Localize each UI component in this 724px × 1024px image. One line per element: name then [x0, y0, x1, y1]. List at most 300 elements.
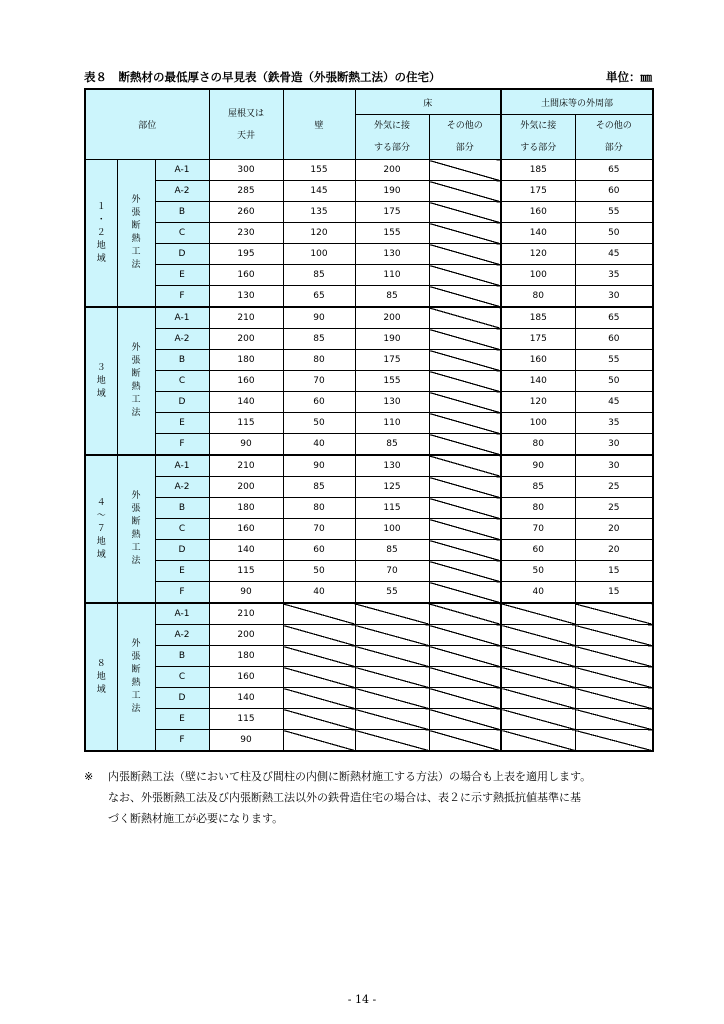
value-cell-floor-out: 175: [355, 350, 429, 371]
method-char: 法: [131, 556, 141, 566]
value-cell-floor-out: 85: [355, 286, 429, 308]
not-applicable-cell: [283, 625, 355, 646]
not-applicable-cell: [501, 667, 575, 688]
method-char: 工: [131, 247, 141, 257]
not-applicable-cell: [429, 371, 501, 392]
value-cell-roof: 195: [209, 244, 283, 265]
value-cell-wall: 70: [283, 519, 355, 540]
not-applicable-cell: [429, 265, 501, 286]
grade-cell: A-2: [155, 329, 209, 350]
header-wall: 壁: [283, 89, 355, 160]
grade-cell: B: [155, 350, 209, 371]
value-cell-earth-other: 50: [575, 223, 653, 244]
value-cell-roof: 160: [209, 371, 283, 392]
value-cell-floor-out: 130: [355, 455, 429, 477]
value-cell-earth-other: 45: [575, 244, 653, 265]
table-row: [85, 160, 653, 181]
footnote-line-1: [84, 766, 664, 787]
not-applicable-cell: [429, 561, 501, 582]
value-cell-earth-out: 185: [501, 160, 575, 181]
method-char: 外: [131, 343, 141, 353]
grade-cell: F: [155, 286, 209, 308]
grade-cell: B: [155, 202, 209, 223]
region-char: 地: [96, 375, 106, 386]
table-header: [85, 89, 653, 160]
grade-cell: B: [155, 498, 209, 519]
value-cell-earth-out: 70: [501, 519, 575, 540]
header-floor-other-line2: 部分: [455, 143, 474, 153]
not-applicable-cell: [355, 625, 429, 646]
region-char: ３: [96, 362, 106, 373]
value-cell-earth-out: 160: [501, 202, 575, 223]
grade-cell: F: [155, 434, 209, 456]
note-text-1: 内張断熱工法（壁において柱及び間柱の内側に断熱材施工する方法）の場合も上表を適用します。: [108, 770, 592, 783]
value-cell-roof: 90: [209, 582, 283, 604]
not-applicable-cell: [429, 688, 501, 709]
region-char: ～: [96, 510, 106, 521]
value-cell-roof: 260: [209, 202, 283, 223]
grade-cell: D: [155, 392, 209, 413]
table-row: [85, 561, 653, 582]
not-applicable-cell: [429, 709, 501, 730]
grade-cell: A-2: [155, 477, 209, 498]
value-cell-roof: 200: [209, 477, 283, 498]
not-applicable-cell: [575, 709, 653, 730]
grade-cell: A-1: [155, 603, 209, 625]
table-row: [85, 603, 653, 625]
header-earth-outside-line1: 外気に接: [520, 121, 557, 131]
value-cell-roof: 140: [209, 392, 283, 413]
value-cell-roof: 160: [209, 519, 283, 540]
value-cell-earth-other: 55: [575, 202, 653, 223]
value-cell-wall: 50: [283, 561, 355, 582]
table-row: [85, 730, 653, 752]
value-cell-earth-other: 20: [575, 519, 653, 540]
table-row: [85, 455, 653, 477]
value-cell-earth-out: 185: [501, 307, 575, 329]
not-applicable-cell: [429, 434, 501, 456]
grade-cell: E: [155, 709, 209, 730]
value-cell-wall: 85: [283, 265, 355, 286]
table-row: [85, 540, 653, 561]
not-applicable-cell: [501, 709, 575, 730]
value-cell-wall: 100: [283, 244, 355, 265]
table-row: [85, 646, 653, 667]
value-cell-earth-other: 30: [575, 286, 653, 308]
method-char: 断: [131, 369, 141, 379]
value-cell-earth-out: 175: [501, 329, 575, 350]
value-cell-wall: 40: [283, 582, 355, 604]
table-row: [85, 392, 653, 413]
value-cell-wall: 80: [283, 350, 355, 371]
header-floor-other: [429, 115, 501, 160]
method-char: 外: [131, 639, 141, 649]
value-cell-roof: 140: [209, 540, 283, 561]
method-label: [117, 455, 155, 603]
header-roof-line1: 屋根又は: [228, 108, 265, 119]
value-cell-wall: 120: [283, 223, 355, 244]
header-earth-other-line2: 部分: [604, 143, 623, 153]
value-cell-roof: 180: [209, 498, 283, 519]
header-earth-floor: 土間床等の外周部: [501, 89, 653, 115]
value-cell-roof: 200: [209, 625, 283, 646]
value-cell-wall: 80: [283, 498, 355, 519]
value-cell-roof: 115: [209, 561, 283, 582]
method-char: 張: [131, 208, 141, 218]
grade-cell: E: [155, 561, 209, 582]
not-applicable-cell: [429, 540, 501, 561]
grade-cell: C: [155, 371, 209, 392]
region-char: 地: [96, 536, 106, 547]
method-char: 張: [131, 504, 141, 514]
value-cell-earth-other: 65: [575, 307, 653, 329]
header-earth-other: [575, 115, 653, 160]
value-cell-wall: 85: [283, 477, 355, 498]
value-cell-earth-other: 25: [575, 477, 653, 498]
value-cell-floor-out: 130: [355, 244, 429, 265]
method-char: 熱: [131, 234, 141, 244]
grade-cell: C: [155, 667, 209, 688]
not-applicable-cell: [575, 667, 653, 688]
method-char: 外: [131, 491, 141, 501]
value-cell-roof: 180: [209, 646, 283, 667]
grade-cell: E: [155, 413, 209, 434]
method-char: 工: [131, 691, 141, 701]
table-caption: [84, 69, 652, 87]
value-cell-earth-out: 160: [501, 350, 575, 371]
not-applicable-cell: [429, 244, 501, 265]
not-applicable-cell: [429, 519, 501, 540]
value-cell-earth-out: 100: [501, 265, 575, 286]
footnote-line-2: なお、外張断熱工法及び内張断熱工法以外の鉄骨造住宅の場合は、表２に示す熱抵抗値基準に基: [108, 791, 581, 804]
value-cell-floor-out: 200: [355, 307, 429, 329]
region-char: 地: [96, 240, 106, 251]
value-cell-floor-out: 175: [355, 202, 429, 223]
value-cell-earth-out: 175: [501, 181, 575, 202]
not-applicable-cell: [429, 286, 501, 308]
grade-cell: A-1: [155, 307, 209, 329]
method-char: 熱: [131, 382, 141, 392]
value-cell-floor-out: 155: [355, 371, 429, 392]
method-char: 張: [131, 652, 141, 662]
not-applicable-cell: [429, 667, 501, 688]
grade-cell: A-2: [155, 625, 209, 646]
header-earth-outside: [501, 115, 575, 160]
method-char: 断: [131, 221, 141, 231]
method-char: 張: [131, 356, 141, 366]
not-applicable-cell: [429, 582, 501, 604]
not-applicable-cell: [429, 625, 501, 646]
header-earth-other-line1: その他の: [595, 121, 632, 131]
value-cell-wall: 60: [283, 392, 355, 413]
not-applicable-cell: [429, 730, 501, 752]
method-label: [117, 160, 155, 308]
table-row: [85, 709, 653, 730]
region-char: 地: [96, 671, 106, 682]
value-cell-roof: 210: [209, 455, 283, 477]
region-label: [85, 307, 117, 455]
not-applicable-cell: [501, 603, 575, 625]
method-char: 工: [131, 395, 141, 405]
header-bui: 部位: [85, 89, 209, 160]
value-cell-earth-out: 100: [501, 413, 575, 434]
value-cell-roof: 115: [209, 413, 283, 434]
table-body: [85, 160, 653, 752]
grade-cell: F: [155, 582, 209, 604]
not-applicable-cell: [429, 603, 501, 625]
value-cell-wall: 50: [283, 413, 355, 434]
value-cell-floor-out: 100: [355, 519, 429, 540]
region-char: ２: [96, 227, 106, 238]
value-cell-floor-out: 110: [355, 265, 429, 286]
value-cell-earth-other: 15: [575, 582, 653, 604]
value-cell-floor-out: 110: [355, 413, 429, 434]
not-applicable-cell: [575, 688, 653, 709]
value-cell-roof: 230: [209, 223, 283, 244]
region-label: [85, 603, 117, 751]
value-cell-roof: 300: [209, 160, 283, 181]
not-applicable-cell: [429, 181, 501, 202]
table-row: [85, 223, 653, 244]
region-char: ・: [96, 214, 106, 225]
page-number: - 14 -: [347, 993, 377, 1006]
not-applicable-cell: [283, 646, 355, 667]
value-cell-floor-out: 85: [355, 434, 429, 456]
value-cell-floor-out: 115: [355, 498, 429, 519]
value-cell-floor-out: 125: [355, 477, 429, 498]
value-cell-earth-other: 20: [575, 540, 653, 561]
region-char: １: [96, 201, 106, 212]
value-cell-earth-other: 35: [575, 265, 653, 286]
insulation-thickness-table: [84, 88, 654, 752]
table-row: [85, 244, 653, 265]
value-cell-wall: 60: [283, 540, 355, 561]
table-row: [85, 667, 653, 688]
value-cell-roof: 285: [209, 181, 283, 202]
method-char: 法: [131, 408, 141, 418]
value-cell-wall: 90: [283, 455, 355, 477]
grade-cell: D: [155, 244, 209, 265]
value-cell-floor-out: 85: [355, 540, 429, 561]
not-applicable-cell: [429, 350, 501, 371]
table-row: [85, 265, 653, 286]
region-char: 域: [96, 253, 106, 264]
value-cell-earth-out: 80: [501, 286, 575, 308]
table-row: [85, 413, 653, 434]
value-cell-earth-out: 80: [501, 498, 575, 519]
table-row: [85, 286, 653, 308]
header-floor-outside: [355, 115, 429, 160]
not-applicable-cell: [429, 307, 501, 329]
value-cell-earth-other: 30: [575, 434, 653, 456]
grade-cell: A-1: [155, 160, 209, 181]
value-cell-earth-out: 140: [501, 371, 575, 392]
not-applicable-cell: [429, 329, 501, 350]
grade-cell: E: [155, 265, 209, 286]
grade-cell: A-2: [155, 181, 209, 202]
method-char: 法: [131, 704, 141, 714]
grade-cell: D: [155, 688, 209, 709]
value-cell-roof: 210: [209, 603, 283, 625]
grade-cell: C: [155, 223, 209, 244]
not-applicable-cell: [429, 646, 501, 667]
not-applicable-cell: [429, 202, 501, 223]
value-cell-earth-other: 45: [575, 392, 653, 413]
value-cell-wall: 85: [283, 329, 355, 350]
region-char: 域: [96, 388, 106, 399]
value-cell-floor-out: 70: [355, 561, 429, 582]
value-cell-floor-out: 200: [355, 160, 429, 181]
table-title: 表８ 断熱材の最低厚さの早見表（鉄骨造（外張断熱工法）の住宅）: [84, 70, 441, 84]
value-cell-earth-other: 60: [575, 181, 653, 202]
table-row: [85, 307, 653, 329]
not-applicable-cell: [575, 730, 653, 752]
value-cell-floor-out: 190: [355, 181, 429, 202]
value-cell-earth-out: 60: [501, 540, 575, 561]
not-applicable-cell: [429, 160, 501, 181]
value-cell-floor-out: 130: [355, 392, 429, 413]
not-applicable-cell: [501, 688, 575, 709]
method-char: 熱: [131, 678, 141, 688]
not-applicable-cell: [575, 646, 653, 667]
value-cell-roof: 130: [209, 286, 283, 308]
not-applicable-cell: [429, 455, 501, 477]
table-row: [85, 498, 653, 519]
header-floor: 床: [355, 89, 501, 115]
not-applicable-cell: [283, 730, 355, 752]
value-cell-earth-other: 30: [575, 455, 653, 477]
value-cell-earth-other: 15: [575, 561, 653, 582]
method-char: 断: [131, 665, 141, 675]
value-cell-earth-out: 50: [501, 561, 575, 582]
table-row: [85, 181, 653, 202]
not-applicable-cell: [429, 498, 501, 519]
not-applicable-cell: [283, 709, 355, 730]
not-applicable-cell: [355, 730, 429, 752]
value-cell-earth-out: 140: [501, 223, 575, 244]
grade-cell: F: [155, 730, 209, 752]
table-row: [85, 519, 653, 540]
value-cell-floor-out: 155: [355, 223, 429, 244]
region-char: 域: [96, 684, 106, 695]
not-applicable-cell: [355, 688, 429, 709]
header-earth-outside-line2: する部分: [520, 143, 557, 153]
table-row: [85, 477, 653, 498]
not-applicable-cell: [429, 477, 501, 498]
table-row: [85, 625, 653, 646]
value-cell-wall: 155: [283, 160, 355, 181]
value-cell-roof: 140: [209, 688, 283, 709]
not-applicable-cell: [501, 625, 575, 646]
value-cell-roof: 90: [209, 434, 283, 456]
value-cell-roof: 210: [209, 307, 283, 329]
value-cell-earth-other: 35: [575, 413, 653, 434]
not-applicable-cell: [355, 709, 429, 730]
value-cell-roof: 180: [209, 350, 283, 371]
not-applicable-cell: [283, 667, 355, 688]
not-applicable-cell: [501, 730, 575, 752]
value-cell-wall: 70: [283, 371, 355, 392]
header-floor-outside-line2: する部分: [374, 143, 411, 153]
table-row: [85, 434, 653, 456]
value-cell-roof: 115: [209, 709, 283, 730]
not-applicable-cell: [355, 646, 429, 667]
value-cell-earth-other: 25: [575, 498, 653, 519]
header-floor-other-line1: その他の: [446, 121, 483, 131]
value-cell-floor-out: 55: [355, 582, 429, 604]
unit-label: 単位：㎜: [606, 70, 652, 84]
method-char: 工: [131, 543, 141, 553]
not-applicable-cell: [429, 413, 501, 434]
table-row: [85, 329, 653, 350]
method-label: [117, 603, 155, 751]
not-applicable-cell: [429, 392, 501, 413]
value-cell-floor-out: 190: [355, 329, 429, 350]
value-cell-roof: 160: [209, 265, 283, 286]
region-char: 域: [96, 549, 106, 560]
method-char: 法: [131, 260, 141, 270]
value-cell-earth-other: 60: [575, 329, 653, 350]
not-applicable-cell: [575, 603, 653, 625]
method-char: 外: [131, 195, 141, 205]
grade-cell: C: [155, 519, 209, 540]
note-mark: ※: [84, 770, 94, 783]
value-cell-earth-out: 85: [501, 477, 575, 498]
method-char: 熱: [131, 530, 141, 540]
grade-cell: D: [155, 540, 209, 561]
table-row: [85, 371, 653, 392]
value-cell-roof: 160: [209, 667, 283, 688]
value-cell-earth-out: 80: [501, 434, 575, 456]
value-cell-roof: 90: [209, 730, 283, 752]
not-applicable-cell: [355, 603, 429, 625]
value-cell-wall: 65: [283, 286, 355, 308]
value-cell-earth-out: 40: [501, 582, 575, 604]
not-applicable-cell: [355, 667, 429, 688]
value-cell-wall: 40: [283, 434, 355, 456]
value-cell-wall: 135: [283, 202, 355, 223]
footnote: [84, 766, 664, 829]
value-cell-earth-out: 90: [501, 455, 575, 477]
value-cell-earth-out: 120: [501, 244, 575, 265]
method-label: [117, 307, 155, 455]
region-label: [85, 455, 117, 603]
value-cell-earth-other: 65: [575, 160, 653, 181]
region-char: ８: [96, 658, 106, 669]
table-row: [85, 350, 653, 371]
header-roof-line2: 天井: [237, 130, 256, 141]
not-applicable-cell: [283, 688, 355, 709]
table-row: [85, 582, 653, 604]
header-floor-outside-line1: 外気に接: [374, 121, 411, 131]
value-cell-wall: 90: [283, 307, 355, 329]
value-cell-earth-other: 50: [575, 371, 653, 392]
region-char: ７: [96, 523, 106, 534]
header-roof: [209, 89, 283, 160]
table-row: [85, 202, 653, 223]
grade-cell: B: [155, 646, 209, 667]
region-char: ４: [96, 497, 106, 508]
footnote-line-3: づく断熱材施工が必要になります。: [108, 812, 284, 825]
not-applicable-cell: [429, 223, 501, 244]
value-cell-earth-other: 55: [575, 350, 653, 371]
not-applicable-cell: [501, 646, 575, 667]
not-applicable-cell: [575, 625, 653, 646]
grade-cell: A-1: [155, 455, 209, 477]
region-label: [85, 160, 117, 308]
value-cell-roof: 200: [209, 329, 283, 350]
value-cell-earth-out: 120: [501, 392, 575, 413]
